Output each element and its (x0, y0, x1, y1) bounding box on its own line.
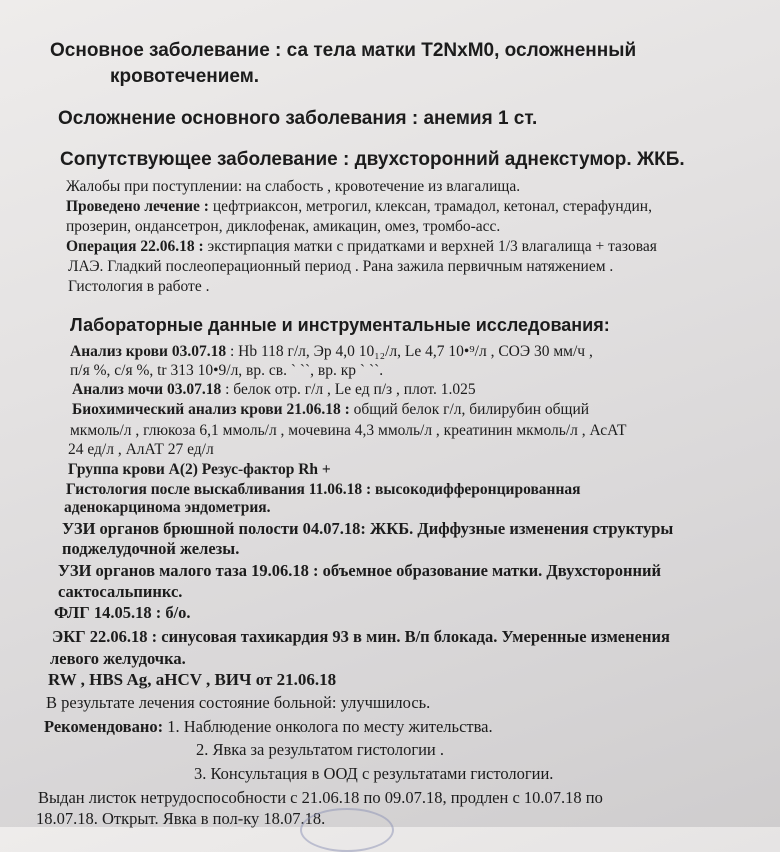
biochem-line3: 24 ед/л , АлАТ 27 ед/л (68, 441, 214, 458)
stamp-mark (300, 808, 394, 852)
main-diagnosis-text: са тела матки T2NxM0, осложненный (286, 40, 637, 61)
lab-section-title: Лабораторные данные и инструментальные исследования: (70, 315, 610, 335)
blood-group-line: Группа крови А(2) Резус-фактор Rh + (68, 461, 331, 478)
operation-label: Операция 22.06.18 : (66, 238, 204, 255)
histology-line1: Гистология после выскабливания 11.06.18 : высокодифферонцированная (66, 481, 581, 498)
biochem-label: Биохимический анализ крови 21.06.18 : (72, 401, 350, 418)
recommendation-label: Рекомендовано: (44, 717, 164, 736)
sick-leave-line2: 18.07.18. Открыт. Явка в пол-ку 18.07.18. (36, 809, 326, 828)
us-pelvis-text: объемное образование матки. Двухсторонний (322, 561, 662, 580)
main-diagnosis-line2: кровотечением. (110, 66, 260, 87)
operation-line3: Гистология в работе . (68, 278, 210, 295)
sick-leave-line1: Выдан листок нетрудоспособности с 21.06.18 по 09.07.18, продлен с 10.07.18 по (38, 788, 603, 807)
ekg-text: синусовая тахикардия 93 в мин. В/п блокада. Умеренные изменения (161, 627, 670, 646)
biochem-line2: мкмоль/л , глюкоза 6,1 ммоль/л , мочевина 4,3 ммоль/л , креатинин мкмоль/л , АсАТ (70, 422, 627, 439)
biochem-values: общий белок г/л, билирубин общий (353, 401, 590, 418)
complaints-line: Жалобы при поступлении: на слабость , кровотечение из влагалища. (66, 178, 521, 195)
us-pelvis-line2: сактосальпинкс. (58, 582, 183, 601)
concomitant-line: Сопутствующее заболевание : двухсторонний аднекстумор. ЖКБ. (60, 149, 685, 170)
recommendation-3: 3. Консультация в ООД с результатами гистологии. (194, 764, 554, 783)
flg-line: ФЛГ 14.05.18 : б/о. (54, 603, 191, 622)
urine-test-label: Анализ мочи 03.07.18 (72, 381, 222, 398)
us-pelvis-label: УЗИ органов малого таза 19.06.18 : (58, 561, 319, 580)
operation-line2: ЛАЭ. Гладкий послеоперационный период . Рана зажила первичным натяжением . (68, 258, 614, 275)
treatment-text: цефтриаксон, метрогил, клексан, трамадол, кетонал, стерафундин, (212, 198, 652, 215)
urine-test-line (72, 381, 476, 399)
operation-line1 (66, 238, 657, 256)
result-line: В результате лечения состояние больной: улучшилось. (46, 693, 431, 712)
ekg-line2: левого желудочка. (50, 649, 186, 668)
biochem-line1 (72, 401, 589, 419)
ekg-line1 (52, 627, 670, 647)
blood-test-label: Анализ крови 03.07.18 (70, 343, 227, 360)
urine-test-values: : белок отр. г/л , Le ед п/з , плот. 1.025 (225, 381, 476, 398)
us-abdomen-line1 (62, 519, 673, 539)
complication-line: Осложнение основного заболевания : анемия 1 ст. (58, 108, 538, 129)
treatment-line1 (66, 198, 652, 216)
blood-test-line1 (70, 343, 593, 361)
us-abdomen-line2: поджелудочной железы. (62, 539, 240, 558)
main-diagnosis-line1 (50, 40, 636, 62)
ekg-label: ЭКГ 22.06.18 : (52, 627, 158, 646)
operation-text: экстирпация матки с придатками и верхней 1/3 влагалища + тазовая (207, 238, 657, 255)
recommendation-line1 (44, 717, 493, 737)
treatment-label: Проведено лечение : (66, 198, 209, 215)
recommendation-1: 1. Наблюдение онколога по месту жительства. (167, 717, 493, 736)
treatment-line2: прозерин, ондансетрон, диклофенак, амикацин, омез, тромбо-асс. (66, 218, 501, 235)
blood-test-values: : Hb 118 г/л, Эр 4,0 10₁₂/л, Le 4,7 10•⁹/л , СОЭ 30 мм/ч , (229, 343, 593, 360)
histology-line2: аденокарцинома эндометрия. (64, 499, 271, 516)
recommendation-2: 2. Явка за результатом гистологии . (196, 740, 444, 759)
blood-test-line2: п/я %, с/я %, tr 313 10•9/л, вр. св. ` ``, вр. кр ` ``. (70, 362, 384, 379)
us-pelvis-line1 (58, 561, 661, 581)
main-diagnosis-label: Основное заболевание : (50, 40, 282, 61)
us-abdomen-text: 04.07.18: ЖКБ. Диффузные изменения структуры (302, 519, 674, 538)
us-abdomen-label: УЗИ органов брюшной полости (62, 519, 299, 538)
rw-line: RW , HBS Ag, aHCV , ВИЧ от 21.06.18 (48, 670, 337, 689)
